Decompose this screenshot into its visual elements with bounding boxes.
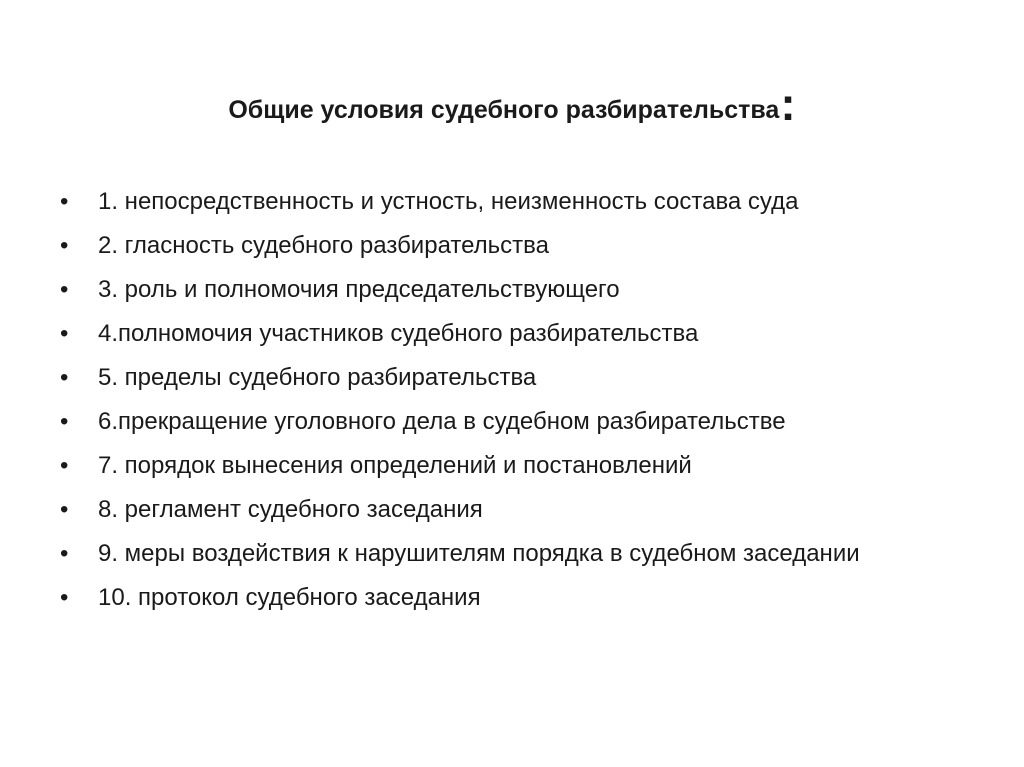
list-item	[58, 271, 958, 308]
list-item	[58, 359, 958, 396]
list-item-text: 9. меры воздействия к нарушителям порядка в судебном заседании	[98, 540, 860, 567]
bullet-dot-icon: •	[60, 496, 69, 523]
list-item-text: 7. порядок вынесения определений и постановлений	[98, 452, 692, 479]
slide-title	[0, 78, 1024, 136]
list-item	[58, 227, 958, 264]
list-item-text: 4.полномочия участников судебного разбирательства	[98, 320, 699, 347]
slide-title-text: Общие условия судебного разбирательства	[228, 96, 780, 124]
bullet-dot-icon: •	[60, 584, 69, 611]
list-item-text: 3. роль и полномочия председательствующего	[98, 276, 620, 303]
list-item-text: 6.прекращение уголовного дела в судебном разбирательстве	[98, 408, 786, 435]
bullet-dot-icon: •	[60, 408, 69, 435]
list-item	[58, 447, 958, 484]
bullet-list	[58, 183, 958, 623]
list-item	[58, 535, 958, 572]
bullet-dot-icon: •	[60, 276, 69, 303]
list-item	[58, 315, 958, 352]
list-item-text: 5. пределы судебного разбирательства	[98, 364, 537, 391]
list-item	[58, 183, 958, 220]
bullet-dot-icon: •	[60, 540, 69, 567]
list-item	[58, 491, 958, 528]
bullet-dot-icon: •	[60, 320, 69, 347]
bullet-dot-icon: •	[60, 364, 69, 391]
slide-title-colon: :	[780, 78, 796, 130]
bullet-dot-icon: •	[60, 452, 69, 479]
list-item-text: 2. гласность судебного разбирательства	[98, 232, 549, 259]
list-item	[58, 403, 958, 440]
list-item-text: 10. протокол судебного заседания	[98, 584, 481, 611]
list-item-text: 8. регламент судебного заседания	[98, 496, 483, 523]
list-item	[58, 579, 958, 616]
bullet-dot-icon: •	[60, 232, 69, 259]
list-item-text: 1. непосредственность и устность, неизменность состава суда	[98, 188, 799, 215]
bullet-dot-icon: •	[60, 188, 69, 215]
